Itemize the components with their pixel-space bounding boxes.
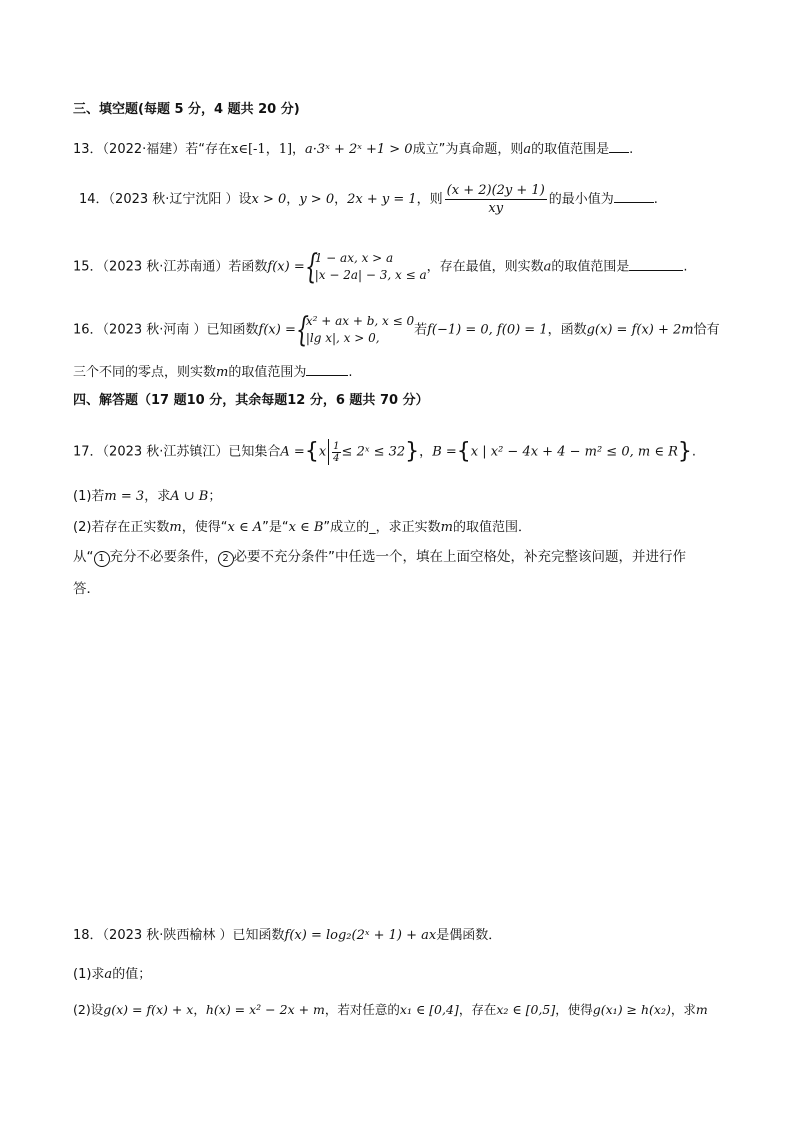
q16-gx: g(x) = f(x) + 2m (586, 322, 694, 338)
q18-part-1 (73, 966, 151, 984)
q16-case1: x² + ax + b, x ≤ 0 (305, 314, 415, 328)
q17-setA-bar (328, 439, 329, 465)
q13-prefix: 13．（2022·福建）若“存在 (73, 142, 231, 157)
q16-case2: |lg x|, x > 0, (305, 331, 380, 345)
q15-suffix: ，存在最值，则实数 (426, 259, 544, 275)
q14-sep3: ，则 (416, 192, 443, 207)
q17-p2-b: ，使得“ (181, 520, 228, 535)
q17-p2-f: ”成立的_，求正实数 (323, 520, 441, 535)
q13-var: a (523, 142, 532, 157)
q17-setA-lhs: A = (280, 444, 305, 460)
q14-suffix: 的最小值为 (548, 192, 614, 207)
q16-fx: f(x) = (258, 322, 296, 338)
q18-gx: g(x) = f(x) + x (103, 1002, 194, 1017)
q15-piecewise (304, 247, 427, 287)
q17-note-c: 必要不充分条件”中任选一个，填在上面空格处，补充完整该问题，并进行作 (233, 549, 686, 565)
q14-sep2: ， (334, 192, 348, 207)
q17-p2-xb: x ∈ B (288, 520, 324, 535)
q17-setB-close-brace: } (677, 439, 692, 464)
q14-answer-blank (614, 189, 654, 203)
q18-ineq: g(x₁) ≥ h(x₂) (592, 1002, 671, 1017)
q16-end: . (348, 365, 353, 380)
q16-line2b: 的取值范围为 (228, 365, 307, 380)
q17-setB-open-brace: { (456, 439, 471, 464)
q17-setA-x: x (318, 444, 327, 460)
q17-note-b: 充分不必要条件， (109, 549, 218, 565)
q14-fraction (445, 182, 547, 217)
q17-frac-num: 1 (333, 440, 340, 452)
q14-cond1: x > 0 (251, 192, 287, 207)
question-14 (79, 182, 658, 217)
q17-p1-b: ，求 (144, 489, 171, 504)
q16-text4: 恰有 (693, 322, 720, 338)
q16-cond: f(−1) = 0, f(0) = 1 (427, 322, 548, 338)
question-17 (73, 439, 696, 465)
q14-cond3: 2x + y = 1 (347, 192, 417, 207)
q15-case2: |x − 2a| − 3, x ≤ a (314, 268, 427, 282)
q13-range: x∈[-1，1]， (231, 142, 306, 157)
q17-sep: ， (419, 444, 433, 460)
q17-note-line-1 (73, 548, 686, 567)
q17-p2: (2)若存在正实数 (73, 520, 170, 535)
q18-part-2 (73, 1001, 708, 1019)
q18-p2-c: ，存在 (458, 1002, 497, 1017)
q17-p1-m: m = 3 (104, 489, 145, 504)
question-16-line-2 (73, 362, 353, 382)
q13-inequality: a·3ˣ + 2ˣ +1 > 0 (305, 142, 413, 157)
q14-sep1: ， (286, 192, 300, 207)
q18-p2-f: m (695, 1002, 708, 1017)
q18-sep: ， (193, 1002, 206, 1017)
q18-p1: (1)求 (73, 967, 105, 982)
q16-var: m (216, 365, 229, 380)
q14-numerator: (x + 2)(2y + 1) (446, 183, 545, 198)
q17-setA-cond: ≤ 2ˣ ≤ 32 (341, 444, 406, 460)
circled-one-icon: 1 (94, 551, 110, 567)
q17-setB-lhs: B = (432, 444, 457, 460)
q14-cond2: y > 0 (299, 192, 335, 207)
q18-fx: f(x) = log₂(2ˣ + 1) + ax (284, 928, 437, 943)
q16-brace: { (295, 310, 309, 350)
q17-setA-open-brace: { (304, 439, 319, 464)
section-4-heading: 四、解答题（17 题10 分，其余每题12 分，6 题共 70 分） (73, 393, 429, 408)
q17-p1: (1)若 (73, 489, 105, 504)
q17-note-line-2 (73, 580, 100, 598)
q17-setA-fraction (332, 441, 340, 464)
q13-answer-blank (609, 139, 629, 153)
q13-text2: 的取值范围是 (531, 142, 610, 157)
q18-p1-a: a (104, 967, 113, 982)
q17-note-2: 答． (73, 581, 100, 597)
q17-part-2 (73, 519, 531, 537)
q18-x2: x₂ ∈ [0,5] (496, 1002, 556, 1017)
q16-piecewise (295, 310, 415, 350)
q18-p2-e: ，求 (670, 1002, 696, 1017)
q18-hx: h(x) = x² − 2x + m (205, 1002, 325, 1017)
q18-suffix: 是偶函数． (436, 928, 502, 943)
q15-case1: 1 − ax, x > a (314, 251, 394, 265)
q15-suffix2: 的取值范围是 (551, 259, 630, 275)
q15-end: . (683, 259, 688, 275)
q17-p2-xa: x ∈ A (227, 520, 263, 535)
q18-p2-b: ，若对任意的 (324, 1002, 400, 1017)
question-15 (73, 247, 688, 287)
q18-p2-d: ，使得 (555, 1002, 593, 1017)
question-18 (73, 927, 501, 945)
q15-fx: f(x) = (267, 259, 305, 275)
q16-text2: 若 (414, 322, 428, 338)
q17-p1-union: A ∪ B (170, 489, 209, 504)
q17-setA-close-brace: } (405, 439, 420, 464)
q17-p2-d: ”是“ (262, 520, 289, 535)
q14-denominator: xy (488, 201, 504, 216)
q18-prefix: 18．（2023 秋·陕西榆林 ）已知函数 (73, 928, 285, 943)
section-3-heading: 三、填空题(每题 5 分，4 题共 20 分) (73, 102, 300, 117)
q17-part-1 (73, 488, 221, 506)
q15-var: a (543, 259, 552, 275)
q15-answer-blank (629, 257, 683, 271)
q18-p1-b: 的值； (112, 967, 152, 982)
q14-prefix: 14．（2023 秋·辽宁沈阳 ）设 (79, 192, 252, 207)
question-13 (73, 139, 633, 159)
q17-p2-m: m (169, 520, 182, 535)
q17-end: . (691, 444, 697, 460)
q15-brace: { (304, 247, 318, 287)
q17-p2-h: 的取值范围． (452, 520, 531, 535)
q16-prefix: 16．（2023 秋·河南 ）已知函数 (73, 322, 259, 338)
q13-end: . (629, 142, 634, 157)
q15-prefix: 15．（2023 秋·江苏南通）若函数 (73, 259, 268, 275)
q17-setB-body: x | x² − 4x + 4 − m² ≤ 0, m ∈ R (470, 444, 678, 460)
q17-prefix: 17．（2023 秋·江苏镇江）已知集合 (73, 444, 281, 460)
q16-line2a: 三个不同的零点，则实数 (73, 365, 217, 380)
q13-text: 成立”为真命题，则 (412, 142, 524, 157)
q17-frac-den: 4 (333, 452, 340, 464)
q18-p2: (2)设 (73, 1002, 104, 1017)
q18-x1: x₁ ∈ [0,4] (399, 1002, 459, 1017)
q17-p2-g: m (440, 520, 453, 535)
q16-text3: ，函数 (547, 322, 587, 338)
q16-answer-blank (306, 362, 348, 376)
q14-end: . (653, 192, 658, 207)
q17-note-a: 从“ (73, 549, 94, 565)
question-16 (73, 310, 720, 350)
circled-two-icon: 2 (218, 551, 234, 567)
q17-p1-d: ； (208, 489, 222, 504)
